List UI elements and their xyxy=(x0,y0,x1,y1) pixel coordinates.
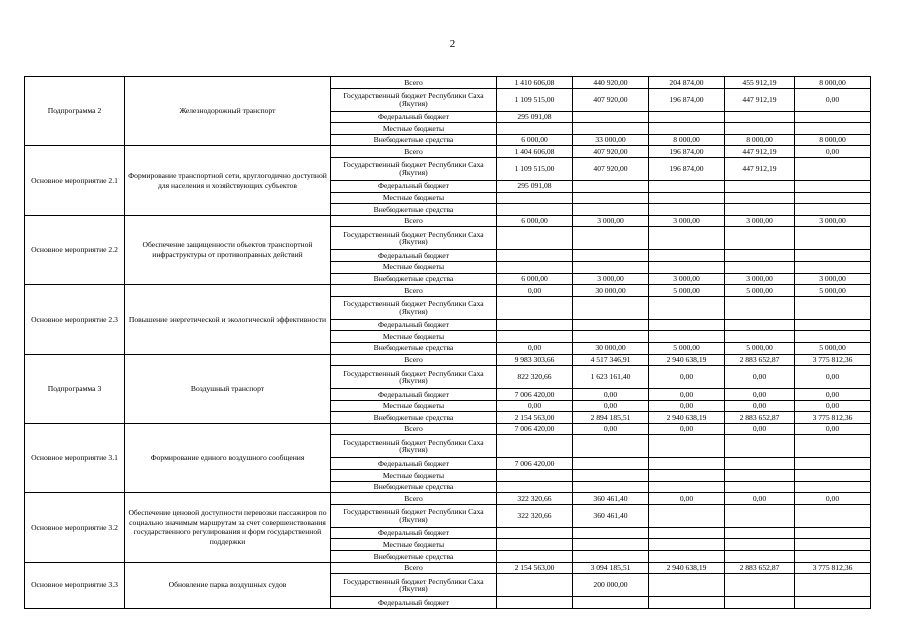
amount-cell: 0,00 xyxy=(795,88,871,111)
amount-cell: 5 000,00 xyxy=(795,342,871,354)
funding-source-label: Внебюджетные средства xyxy=(331,412,497,424)
amount-cell xyxy=(649,250,725,262)
amount-cell xyxy=(795,204,871,216)
table-row xyxy=(25,493,871,505)
amount-cell: 6 000,00 xyxy=(497,273,573,285)
amount-cell xyxy=(725,180,795,192)
amount-cell xyxy=(573,296,649,319)
funding-source-label: Федеральный бюджет xyxy=(331,250,497,262)
amount-cell: 5 000,00 xyxy=(795,285,871,297)
funding-source-label: Федеральный бюджет xyxy=(331,111,497,123)
amount-cell xyxy=(795,331,871,343)
amount-cell: 407 920,00 xyxy=(573,157,649,180)
amount-cell xyxy=(649,192,725,204)
amount-cell: 2 940 638,19 xyxy=(649,354,725,366)
table-row xyxy=(25,562,871,574)
funding-source-label: Местные бюджеты xyxy=(331,261,497,273)
amount-cell: 447 912,19 xyxy=(725,88,795,111)
amount-cell xyxy=(497,470,573,482)
table-row xyxy=(25,215,871,227)
amount-cell xyxy=(649,204,725,216)
amount-cell: 2 154 563,00 xyxy=(497,412,573,424)
funding-source-label: Всего xyxy=(331,354,497,366)
funding-source-label: Государственный бюджет Республики Саха (Якутия) xyxy=(331,296,497,319)
amount-cell xyxy=(649,504,725,527)
table-row xyxy=(25,146,871,158)
program-label: Основное мероприятие 2.1 xyxy=(25,146,125,215)
amount-cell: 0,00 xyxy=(573,389,649,401)
amount-cell: 0,00 xyxy=(725,423,795,435)
amount-cell xyxy=(725,504,795,527)
program-name: Обновление парка воздушных судов xyxy=(125,562,331,608)
amount-cell: 1 404 606,08 xyxy=(497,146,573,158)
amount-cell xyxy=(497,319,573,331)
amount-cell: 30 000,00 xyxy=(573,285,649,297)
amount-cell xyxy=(725,296,795,319)
funding-source-label: Местные бюджеты xyxy=(331,539,497,551)
amount-cell: 204 874,00 xyxy=(649,77,725,89)
amount-cell xyxy=(795,111,871,123)
amount-cell: 0,00 xyxy=(649,423,725,435)
amount-cell xyxy=(795,470,871,482)
amount-cell: 196 874,00 xyxy=(649,88,725,111)
amount-cell: 3 775 812,36 xyxy=(795,412,871,424)
amount-cell: 322 320,66 xyxy=(497,493,573,505)
amount-cell xyxy=(497,597,573,609)
amount-cell: 7 006 420,00 xyxy=(497,423,573,435)
amount-cell xyxy=(795,250,871,262)
amount-cell xyxy=(795,551,871,563)
amount-cell: 7 006 420,00 xyxy=(497,389,573,401)
amount-cell xyxy=(497,296,573,319)
funding-source-label: Государственный бюджет Республики Саха (Якутия) xyxy=(331,157,497,180)
amount-cell xyxy=(795,261,871,273)
funding-source-label: Всего xyxy=(331,562,497,574)
amount-cell xyxy=(725,470,795,482)
amount-cell xyxy=(497,574,573,597)
amount-cell: 0,00 xyxy=(725,400,795,412)
program-name: Повышение энергетической и экологической эффективности xyxy=(125,285,331,354)
amount-cell xyxy=(573,261,649,273)
amount-cell xyxy=(573,458,649,470)
funding-source-label: Федеральный бюджет xyxy=(331,389,497,401)
program-name: Формирование единого воздушного сообщения xyxy=(125,423,331,492)
amount-cell: 2 883 652,87 xyxy=(725,562,795,574)
amount-cell: 3 000,00 xyxy=(573,273,649,285)
amount-cell: 295 091,08 xyxy=(497,111,573,123)
amount-cell xyxy=(573,331,649,343)
amount-cell xyxy=(795,574,871,597)
funding-source-label: Государственный бюджет Республики Саха (Якутия) xyxy=(331,227,497,250)
funding-source-label: Всего xyxy=(331,77,497,89)
amount-cell xyxy=(649,180,725,192)
funding-source-label: Всего xyxy=(331,146,497,158)
amount-cell xyxy=(649,481,725,493)
amount-cell xyxy=(649,539,725,551)
amount-cell: 1 410 606,08 xyxy=(497,77,573,89)
amount-cell: 0,00 xyxy=(795,493,871,505)
amount-cell: 440 920,00 xyxy=(573,77,649,89)
program-label: Подпрограмма 3 xyxy=(25,354,125,423)
amount-cell: 8 000,00 xyxy=(649,134,725,146)
amount-cell: 447 912,19 xyxy=(725,146,795,158)
program-label: Основное мероприятие 3.1 xyxy=(25,423,125,492)
amount-cell: 0,00 xyxy=(649,400,725,412)
amount-cell xyxy=(649,551,725,563)
amount-cell xyxy=(725,539,795,551)
amount-cell xyxy=(795,539,871,551)
amount-cell xyxy=(497,435,573,458)
amount-cell: 0,00 xyxy=(795,400,871,412)
amount-cell xyxy=(497,551,573,563)
amount-cell xyxy=(795,296,871,319)
amount-cell: 3 000,00 xyxy=(795,273,871,285)
amount-cell xyxy=(795,481,871,493)
amount-cell xyxy=(725,111,795,123)
amount-cell xyxy=(795,504,871,527)
amount-cell: 455 912,19 xyxy=(725,77,795,89)
amount-cell xyxy=(497,331,573,343)
amount-cell: 4 517 346,91 xyxy=(573,354,649,366)
amount-cell: 0,00 xyxy=(573,423,649,435)
amount-cell xyxy=(725,204,795,216)
page-number: 2 xyxy=(449,38,456,50)
amount-cell xyxy=(573,227,649,250)
funding-source-label: Федеральный бюджет xyxy=(331,458,497,470)
amount-cell: 360 461,40 xyxy=(573,493,649,505)
funding-source-label: Местные бюджеты xyxy=(331,331,497,343)
table-row xyxy=(25,423,871,435)
amount-cell: 2 894 185,51 xyxy=(573,412,649,424)
amount-cell xyxy=(649,111,725,123)
funding-source-label: Внебюджетные средства xyxy=(331,481,497,493)
amount-cell: 0,00 xyxy=(497,342,573,354)
amount-cell xyxy=(497,527,573,539)
amount-cell xyxy=(649,227,725,250)
amount-cell: 2 883 652,87 xyxy=(725,412,795,424)
amount-cell: 7 006 420,00 xyxy=(497,458,573,470)
amount-cell xyxy=(573,470,649,482)
amount-cell xyxy=(497,192,573,204)
amount-cell xyxy=(725,123,795,135)
funding-source-label: Всего xyxy=(331,215,497,227)
funding-source-label: Местные бюджеты xyxy=(331,470,497,482)
amount-cell xyxy=(497,539,573,551)
funding-source-label: Федеральный бюджет xyxy=(331,319,497,331)
funding-source-label: Внебюджетные средства xyxy=(331,134,497,146)
amount-cell xyxy=(573,111,649,123)
amount-cell: 2 940 638,19 xyxy=(649,412,725,424)
amount-cell xyxy=(649,123,725,135)
amount-cell xyxy=(795,157,871,180)
amount-cell: 295 091,08 xyxy=(497,180,573,192)
amount-cell xyxy=(497,227,573,250)
program-label: Основное мероприятие 3.2 xyxy=(25,493,125,562)
amount-cell: 0,00 xyxy=(649,366,725,389)
amount-cell xyxy=(573,204,649,216)
program-label: Основное мероприятие 2.2 xyxy=(25,215,125,284)
table-row xyxy=(25,354,871,366)
amount-cell xyxy=(649,319,725,331)
amount-cell xyxy=(497,481,573,493)
amount-cell xyxy=(649,261,725,273)
amount-cell xyxy=(649,331,725,343)
amount-cell: 3 775 812,36 xyxy=(795,354,871,366)
funding-source-label: Местные бюджеты xyxy=(331,192,497,204)
amount-cell xyxy=(795,597,871,609)
amount-cell xyxy=(649,574,725,597)
funding-source-label: Государственный бюджет Республики Саха (Якутия) xyxy=(331,435,497,458)
amount-cell xyxy=(795,192,871,204)
amount-cell: 8 000,00 xyxy=(725,134,795,146)
amount-cell: 407 920,00 xyxy=(573,88,649,111)
funding-source-label: Государственный бюджет Республики Саха (Якутия) xyxy=(331,504,497,527)
funding-source-label: Федеральный бюджет xyxy=(331,180,497,192)
funding-source-label: Государственный бюджет Республики Саха (Якутия) xyxy=(331,88,497,111)
amount-cell: 1 109 515,00 xyxy=(497,88,573,111)
funding-source-label: Внебюджетные средства xyxy=(331,342,497,354)
amount-cell xyxy=(649,296,725,319)
amount-cell: 3 000,00 xyxy=(795,215,871,227)
funding-source-label: Всего xyxy=(331,423,497,435)
amount-cell: 0,00 xyxy=(795,389,871,401)
amount-cell xyxy=(725,227,795,250)
amount-cell: 2 940 638,19 xyxy=(649,562,725,574)
funding-source-label: Внебюджетные средства xyxy=(331,204,497,216)
amount-cell: 1 109 515,00 xyxy=(497,157,573,180)
program-label: Основное мероприятие 2.3 xyxy=(25,285,125,354)
amount-cell: 3 000,00 xyxy=(649,215,725,227)
funding-source-label: Местные бюджеты xyxy=(331,400,497,412)
table-row xyxy=(25,77,871,89)
amount-cell xyxy=(725,331,795,343)
amount-cell: 2 883 652,87 xyxy=(725,354,795,366)
amount-cell: 0,00 xyxy=(725,366,795,389)
amount-cell: 200 000,00 xyxy=(573,574,649,597)
amount-cell xyxy=(573,250,649,262)
amount-cell: 8 000,00 xyxy=(795,134,871,146)
program-name: Обеспечение ценовой доступности перевозки пассажиров по социально значимым маршрутам за счет совершенствования государственного регулирования и форм государственной поддержки xyxy=(125,493,331,562)
amount-cell: 3 000,00 xyxy=(573,215,649,227)
amount-cell xyxy=(725,458,795,470)
amount-cell: 0,00 xyxy=(725,389,795,401)
amount-cell: 2 154 563,00 xyxy=(497,562,573,574)
amount-cell: 322 320,66 xyxy=(497,504,573,527)
amount-cell xyxy=(725,527,795,539)
amount-cell xyxy=(795,527,871,539)
amount-cell: 5 000,00 xyxy=(725,342,795,354)
amount-cell: 6 000,00 xyxy=(497,134,573,146)
amount-cell: 6 000,00 xyxy=(497,215,573,227)
amount-cell xyxy=(497,204,573,216)
amount-cell: 0,00 xyxy=(649,493,725,505)
amount-cell: 8 000,00 xyxy=(795,77,871,89)
amount-cell xyxy=(725,597,795,609)
amount-cell xyxy=(573,597,649,609)
amount-cell: 822 320,66 xyxy=(497,366,573,389)
amount-cell: 0,00 xyxy=(497,400,573,412)
amount-cell xyxy=(725,551,795,563)
program-name: Железнодорожный транспорт xyxy=(125,77,331,146)
funding-source-label: Государственный бюджет Республики Саха (Якутия) xyxy=(331,366,497,389)
funding-source-label: Всего xyxy=(331,493,497,505)
amount-cell xyxy=(725,319,795,331)
funding-source-label: Всего xyxy=(331,285,497,297)
amount-cell: 5 000,00 xyxy=(725,285,795,297)
amount-cell xyxy=(573,435,649,458)
program-name: Формирование транспортной сети, круглогодично доступной для населения и хозяйствующих субъектов xyxy=(125,146,331,215)
amount-cell: 407 920,00 xyxy=(573,146,649,158)
budget-table xyxy=(24,76,871,609)
amount-cell: 3 094 185,51 xyxy=(573,562,649,574)
amount-cell xyxy=(725,574,795,597)
amount-cell xyxy=(795,227,871,250)
program-label: Основное мероприятие 3.3 xyxy=(25,562,125,608)
amount-cell xyxy=(497,250,573,262)
amount-cell xyxy=(795,123,871,135)
amount-cell: 5 000,00 xyxy=(649,285,725,297)
funding-source-label: Местные бюджеты xyxy=(331,123,497,135)
amount-cell: 0,00 xyxy=(497,285,573,297)
amount-cell xyxy=(725,250,795,262)
amount-cell: 196 874,00 xyxy=(649,146,725,158)
amount-cell xyxy=(725,435,795,458)
funding-source-label: Внебюджетные средства xyxy=(331,551,497,563)
amount-cell xyxy=(795,319,871,331)
amount-cell: 0,00 xyxy=(573,400,649,412)
amount-cell: 447 912,19 xyxy=(725,157,795,180)
program-label: Подпрограмма 2 xyxy=(25,77,125,146)
amount-cell xyxy=(649,470,725,482)
amount-cell: 5 000,00 xyxy=(649,342,725,354)
amount-cell: 196 874,00 xyxy=(649,157,725,180)
funding-source-label: Государственный бюджет Республики Саха (Якутия) xyxy=(331,574,497,597)
amount-cell xyxy=(573,180,649,192)
amount-cell xyxy=(573,527,649,539)
amount-cell xyxy=(795,180,871,192)
amount-cell: 0,00 xyxy=(795,146,871,158)
amount-cell xyxy=(497,123,573,135)
amount-cell: 0,00 xyxy=(795,366,871,389)
amount-cell xyxy=(725,261,795,273)
amount-cell: 3 000,00 xyxy=(725,215,795,227)
amount-cell: 0,00 xyxy=(725,493,795,505)
amount-cell xyxy=(649,597,725,609)
amount-cell xyxy=(795,435,871,458)
amount-cell xyxy=(649,458,725,470)
amount-cell xyxy=(573,551,649,563)
amount-cell: 0,00 xyxy=(795,423,871,435)
funding-source-label: Внебюджетные средства xyxy=(331,273,497,285)
amount-cell: 0,00 xyxy=(649,389,725,401)
amount-cell xyxy=(725,481,795,493)
amount-cell: 33 000,00 xyxy=(573,134,649,146)
amount-cell: 3 000,00 xyxy=(649,273,725,285)
amount-cell: 30 000,00 xyxy=(573,342,649,354)
amount-cell xyxy=(573,481,649,493)
table-row xyxy=(25,285,871,297)
funding-source-label: Федеральный бюджет xyxy=(331,527,497,539)
amount-cell xyxy=(573,123,649,135)
program-name: Обеспечение защищенности объектов транспортной инфраструктуры от противоправных действий xyxy=(125,215,331,284)
amount-cell: 3 775 812,36 xyxy=(795,562,871,574)
amount-cell xyxy=(573,539,649,551)
amount-cell: 9 983 303,66 xyxy=(497,354,573,366)
amount-cell: 3 000,00 xyxy=(725,273,795,285)
amount-cell xyxy=(649,527,725,539)
amount-cell xyxy=(573,192,649,204)
funding-source-label: Федеральный бюджет xyxy=(331,597,497,609)
amount-cell: 360 461,40 xyxy=(573,504,649,527)
amount-cell: 1 623 161,40 xyxy=(573,366,649,389)
amount-cell xyxy=(725,192,795,204)
amount-cell xyxy=(573,319,649,331)
amount-cell xyxy=(795,458,871,470)
program-name: Воздушный транспорт xyxy=(125,354,331,423)
amount-cell xyxy=(497,261,573,273)
amount-cell xyxy=(649,435,725,458)
